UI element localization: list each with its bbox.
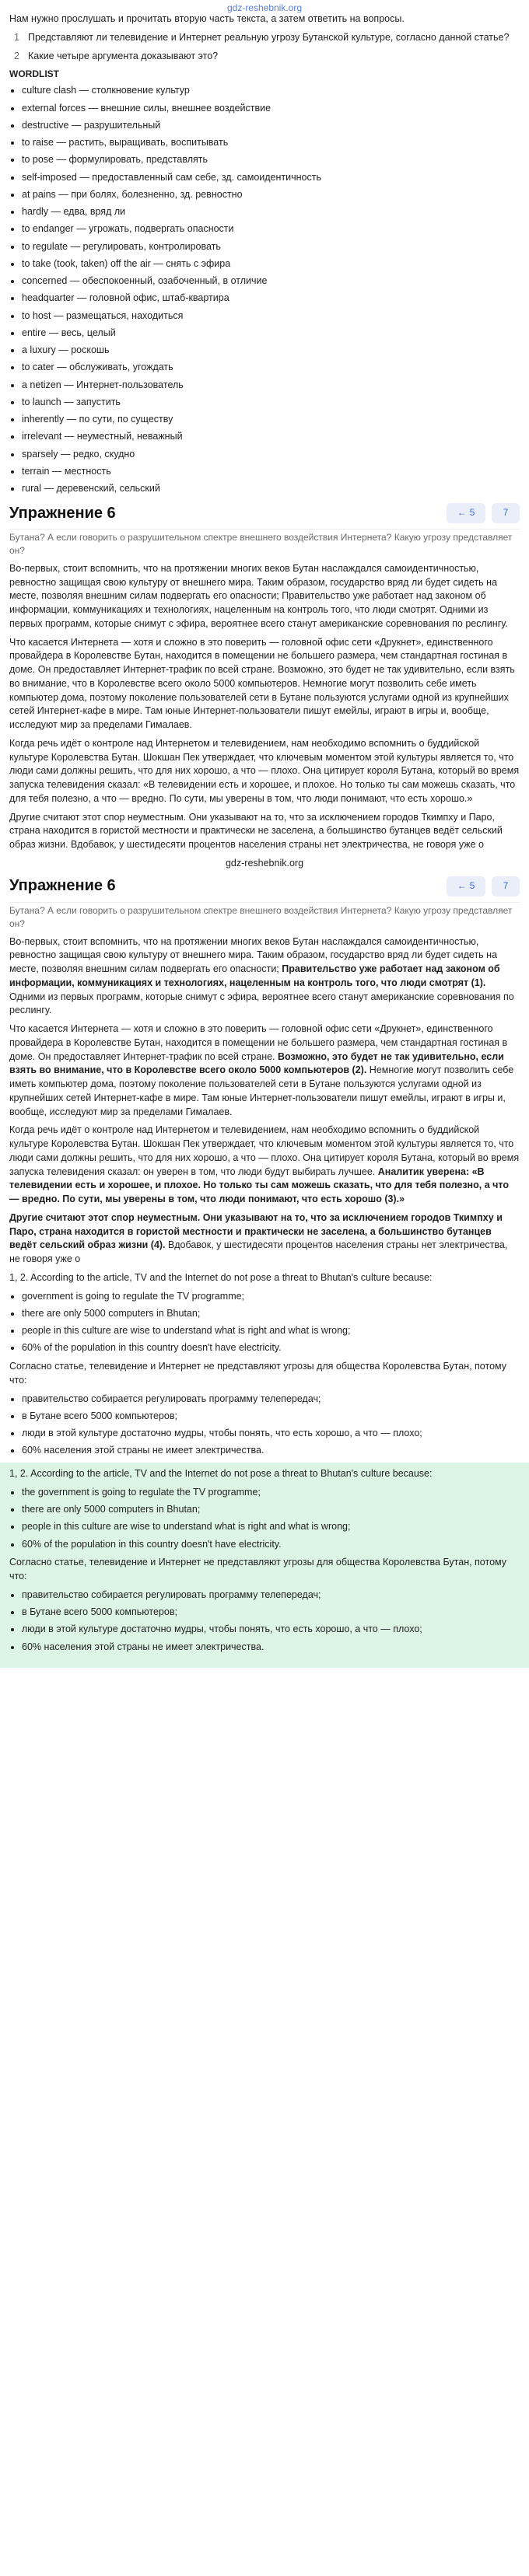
answer-item: • 60% населения этой страны не имеет электричества. xyxy=(22,1444,520,1458)
answer-item: • there are only 5000 computers in Bhutan; xyxy=(22,1307,520,1321)
cut-line: Бутана? А если говорить о разрушительном спектре внешнего воздействия Интернета? Какую угрозу представляет он? xyxy=(9,902,520,931)
question-text: Какие четыре аргумента доказывают это? xyxy=(28,50,219,61)
question-item xyxy=(9,50,520,64)
text-plain: Немногие могут позволить себе иметь компьютер дома, поэтому поколение пользователей сети в Бутане пользуются услугами одной из крупнейших сетей Интернет-кафе в мире. Там юные Интернет-пользователи пишут емейлы, играют в игры и, вообще, исследуют мир за пределами Гималаев. xyxy=(9,1064,514,1117)
question-number: 1 xyxy=(14,31,19,43)
next-exercise-label: 7 xyxy=(503,507,509,519)
wordlist-item: • terrain — местность xyxy=(22,465,520,479)
paragraph xyxy=(9,1022,520,1119)
wordlist-item: • rural — деревенский, сельский xyxy=(22,482,520,496)
arrow-left-icon: ← xyxy=(457,880,467,892)
answer-item: • в Бутане всего 5000 компьютеров; xyxy=(22,1606,520,1620)
paragraph: Когда речь идёт о контроле над Интернетом и телевидением, нам необходимо вспомнить о буддийской культуре Королевства Бутан. Шокшан Пек утверждает, что ключевым моментом этой культуры является то, что люди сами должны решить, что для них хорошо, а что — плохо. Она цитирует короля Бутана, который во время запуска телевидения сказал: «В телевидении есть и хорошее, и плохое. Но только ты сам можешь сказать, что для тебя полезно, а что — вредно. По сути, мы уверены в том, что люди понимают, что есть хорошо.» xyxy=(9,737,520,804)
cut-line: Бутана? А если говорить о разрушительном спектре внешнего воздействия Интернета? Какую угрозу представляет он? xyxy=(9,529,520,557)
question-item xyxy=(9,31,520,45)
wordlist-item: • hardly — едва, вряд ли xyxy=(22,205,520,219)
wordlist-item: • concerned — обеспокоенный, озабоченный, в отличие xyxy=(22,274,520,288)
next-exercise-button[interactable] xyxy=(492,503,520,523)
exercise-header xyxy=(9,501,520,526)
text-highlight: Правительство уже работает над законом об информации, коммуникациях и технологиях, нацеленным на контроль того, что люди смотрят (1). xyxy=(9,963,500,988)
wordlist-item: • sparsely — редко, скудно xyxy=(22,448,520,462)
answer-item: • правительство собирается регулировать программу телепередач; xyxy=(22,1393,520,1407)
text-plain: Что касается Интернета — хотя и сложно в это поверить — головной офис сети «Друкнет», единственного провайдера в Королевстве Бутан, находится в помещении не большего размера, чем стандартная гостиная в доме. Он предоставляет Интернет-трафик по всей стране. xyxy=(9,1023,508,1062)
text-highlight: Аналитик уверена: «В телевидении есть и хорошее, и плохое. Но только ты сам можешь сказать, что для тебя полезно, а что — вредно. По сути, мы уверены в том, что люди понимают, что есть хорошо (3).» xyxy=(9,1166,509,1205)
answer-question: 1, 2. According to the article, TV and the Internet do not pose a threat to Bhutan's culture because: xyxy=(9,1468,433,1480)
answer-list-ru xyxy=(9,1589,520,1655)
paragraph: Что касается Интернета — хотя и сложно в это поверить — головной офис сети «Друкнет», единственного провайдера в Королевстве Бутан, находится в помещении не большего размера, чем стандартная гостиная в доме. Он предоставляет Интернет-трафик по всей стране. Возможно, это будет не так удивительно, если взять во внимание, что в Королевстве всего около 5000 компьютеров. Немногие могут позволить себе иметь компьютер дома, поэтому поколение пользователей сети в Бутане пользуются услугами одной из крупнейших сетей Интернет-кафе в мире. Там юные Интернет-пользователи пишут емейлы, играют в игры и, вообще, исследуют мир за пределами Гималаев. xyxy=(9,636,515,731)
prev-exercise-button[interactable] xyxy=(447,876,485,897)
text-highlight: Другие считают этот спор неуместным. Они указывают на то, что за исключением городов Ткимпху и Паро, страна находится в гористой местности и практически не заселена, а большинство бутанцев ведёт сельский образ жизни (4). xyxy=(9,1211,503,1251)
answer-question: 1, 2. According to the article, TV and the Internet do not pose a threat to Bhutan's culture because: xyxy=(9,1271,433,1283)
wordlist-item: • to launch — запустить xyxy=(22,396,520,410)
paragraph: Другие считают этот спор неуместным. Они указывают на то, что за исключением городов Ткимпху и Паро, страна находится в гористой местности и практически не заселена, а большинство бутанцев ведёт сельский образ жизни. Вдобавок, у шестидесяти процентов населения страны нет электричества, не говоря уже о xyxy=(9,811,503,851)
answer-item: • the government is going to regulate the TV programme; xyxy=(22,1486,520,1500)
wordlist-item: • to host — размещаться, находиться xyxy=(22,309,520,323)
exercise-title: Упражнение 6 xyxy=(9,877,116,895)
exercise-title: Упражнение 6 xyxy=(9,504,116,522)
answer-item: • люди в этой культуре достаточно мудры, чтобы понять, что есть хорошо, а что — плохо; xyxy=(22,1427,520,1441)
answer-block-highlighted xyxy=(0,1463,529,1668)
answer-item: • правительство собирается регулировать программу телепередач; xyxy=(22,1589,520,1603)
wordlist-item: • destructive — разрушительный xyxy=(22,119,520,133)
prev-exercise-label: 5 xyxy=(469,507,475,519)
answer-item: • 60% of the population in this country doesn't have electricity. xyxy=(22,1341,520,1355)
question-number: 2 xyxy=(14,50,19,61)
text-plain: Одними из первых программ, которые снимут с эфира, вероятнее всего станут американские соревнования по реслингу. xyxy=(9,991,514,1016)
wordlist-item: • headquarter — головной офис, штаб-квартира xyxy=(22,292,520,306)
answer-item: • government is going to regulate the TV programme; xyxy=(22,1290,520,1304)
wordlist-item: • a luxury — роскошь xyxy=(22,344,520,358)
text-highlight: Возможно, это будет не так удивительно, если взять во внимание, что в Королевстве всего около 5000 компьютеров (2). xyxy=(9,1050,504,1076)
answer-list-en xyxy=(9,1486,520,1552)
wordlist-item: • self-imposed — предоставленный сам себе, зд. самоидентичность xyxy=(22,171,520,185)
wordlist-item: • to raise — растить, выращивать, воспитывать xyxy=(22,136,520,150)
wordlist-item: • to pose — формулировать, представлять xyxy=(22,153,520,167)
wordlist-item: • at pains — при болях, болезненно, зд. ревностно xyxy=(22,188,520,202)
wordlist-item: • culture clash — столкновение культур xyxy=(22,84,520,98)
question-text: Представляют ли телевидение и Интернет реальную угрозу Бутанской культуре, согласно данной статье? xyxy=(28,31,510,43)
wordlist-item: • inherently — по сути, по существу xyxy=(22,413,520,427)
wordlist-item: • to regulate — регулировать, контролировать xyxy=(22,240,520,254)
exercise-nav xyxy=(447,876,520,897)
answer-list-ru xyxy=(9,1393,520,1459)
wordlist-item: • a netizen — Интернет-пользователь xyxy=(22,379,520,393)
answer-item: • people in this culture are wise to understand what is right and what is wrong; xyxy=(22,1324,520,1338)
next-exercise-label: 7 xyxy=(503,880,509,892)
paragraph xyxy=(9,1124,520,1207)
question-list xyxy=(9,31,520,64)
prev-exercise-button[interactable] xyxy=(447,503,485,523)
paragraph xyxy=(9,1211,520,1267)
intro-text: Нам нужно прослушать и прочитать вторую часть текста, а затем ответить на вопросы. xyxy=(9,13,405,24)
text-block-plain xyxy=(9,529,520,871)
top-watermark: gdz-reshebnik.org xyxy=(226,2,303,13)
wordlist-item: • to endanger — угрожать, подвергать опасности xyxy=(22,222,520,236)
exercise-nav xyxy=(447,503,520,523)
arrow-left-icon: ← xyxy=(457,507,467,519)
wordlist-item: • irrelevant — неуместный, неважный xyxy=(22,430,520,444)
next-exercise-button[interactable] xyxy=(492,876,520,897)
page-content xyxy=(0,12,529,1676)
answer-item: • 60% of the population in this country doesn't have electricity. xyxy=(22,1538,520,1552)
answer-item: • в Бутане всего 5000 компьютеров; xyxy=(22,1410,520,1424)
wordlist xyxy=(9,84,520,496)
answer-list-en xyxy=(9,1290,520,1356)
answer-item: • 60% населения этой страны не имеет электричества. xyxy=(22,1641,520,1655)
wordlist-item: • to take (took, taken) off the air — снять с эфира xyxy=(22,257,520,271)
exercise-header xyxy=(9,874,520,899)
text-plain: Вдобавок, у шестидесяти процентов населения страны нет электричества, не говоря уже о xyxy=(9,1239,508,1265)
answer-item: • people in this culture are wise to understand what is right and what is wrong; xyxy=(22,1520,520,1534)
text-plain: Во-первых, стоит вспомнить, что на протяжении многих веков Бутан наслаждался самоидентичностью, ревностно защищая свою культуру от внешнего мира. Таким образом, государство вряд ли будет сидеть на месте, позволяя внешним силам подвергать его опасности; xyxy=(9,935,498,975)
prev-exercise-label: 5 xyxy=(469,880,475,892)
text-block-highlighted xyxy=(9,902,520,1267)
text-plain: Когда речь идёт о контроле над Интернетом и телевидением, нам необходимо вспомнить о буддийской культуре Королевства Бутан. Шокшан Пек утверждает, что ключевым моментом этой культуры является то, что люди сами должны решить, что для них хорошо, а что — плохо. Она цитирует короля Бутана, который во время запуска телевидения сказал: он уверен в том, что люди будут выбирать лучшее. xyxy=(9,1124,520,1177)
paragraph: Во-первых, стоит вспомнить, что на протяжении многих веков Бутан наслаждался самоидентичностью, ревностно защищая свою культуру от внешнего мира. Таким образом, государство вряд ли будет сидеть на месте, позволяя внешним силам подвергать его опасности; Правительство уже работает над законом об информации, коммуникациях и технологиях, нацеленным на контроль того, что люди смотрят. Одними из первых программ, которые снимут с эфира, вероятнее всего станут американские соревнования по реслингу. xyxy=(9,562,508,629)
answer-intro-ru: Согласно статье, телевидение и Интернет не представляют угрозы для общества Королевства Бутан, потому что: xyxy=(9,1557,507,1582)
wordlist-item: • to cater — обслуживать, угождать xyxy=(22,361,520,375)
paragraph xyxy=(9,935,520,1019)
answer-item: • there are only 5000 computers in Bhutan; xyxy=(22,1503,520,1517)
wordlist-item: • external forces — внешние силы, внешнее воздействие xyxy=(22,102,520,116)
answer-item: • люди в этой культуре достаточно мудры, чтобы понять, что есть хорошо, а что — плохо; xyxy=(22,1623,520,1637)
answer-block xyxy=(9,1271,520,1458)
wordlist-item: • entire — весь, целый xyxy=(22,327,520,341)
watermark-text: gdz-reshebnik.org xyxy=(225,857,304,869)
answer-intro-ru: Согласно статье, телевидение и Интернет не представляют угрозы для общества Королевства Бутан, потому что: xyxy=(9,1361,507,1386)
wordlist-title: WORDLIST xyxy=(9,68,59,80)
